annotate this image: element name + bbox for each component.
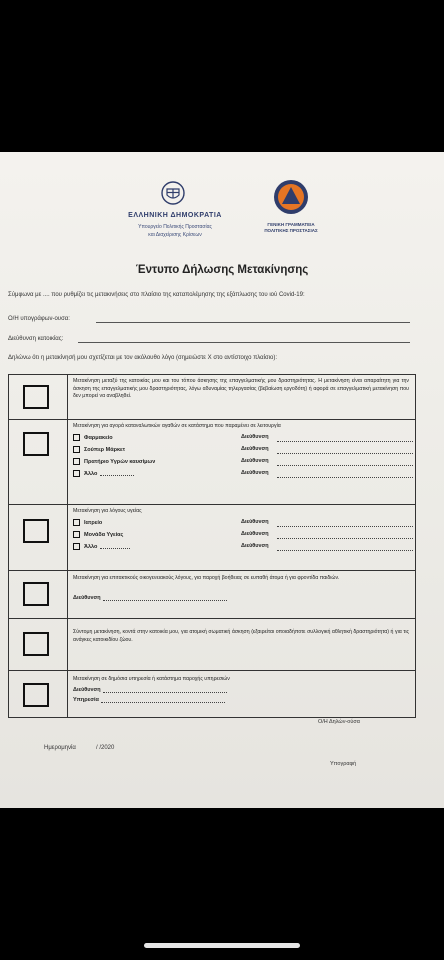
address-input-line[interactable] [277,526,413,527]
reason-shopping-text: Μετακίνηση για αγορά καταναλωτικών αγαθών σε κατάστημα που παραμένει σε λειτουργία [73,423,281,429]
address-label: Διεύθυνση [241,519,269,525]
option-fuel-station[interactable]: Πρατήριο Υγρών καυσίμων [73,458,155,465]
statement-text: Δηλώνω ότι η μετακίνησή μου σχετίζεται με τον ακόλουθο λόγο (σημειώστε Χ στο αντίστοιχο πλαίσιο): [8,355,278,361]
home-indicator[interactable] [144,943,300,948]
form-title: Έντυπο Δήλωσης Μετακίνησης [135,264,309,276]
reason-row-shopping [9,420,415,505]
option-health-unit[interactable]: Μονάδα Υγείας [73,531,123,538]
address-label: Διεύθυνση [241,531,269,537]
reasons-table [8,374,416,718]
public-service-address-label: Διεύθυνση [73,687,227,693]
home-address-input-line[interactable] [78,342,410,343]
address-label: Διεύθυνση [241,470,269,476]
checkbox-exercise[interactable] [23,632,49,656]
address-label: Διεύθυνση [241,446,269,452]
option-checkbox [73,446,80,453]
checkbox-work[interactable] [23,385,49,409]
reason-row-public-service [9,671,415,717]
checkbox-health[interactable] [23,519,49,543]
declarant-signature-label: Ο/Η Δηλών-ούσα [318,719,360,725]
address-input-line[interactable] [277,550,413,551]
reason-work-text: Μετακίνηση μεταξύ της κατοικίας μου και του τόπου άσκησης της επαγγελματικής μου δραστηριότητας. Η μετακίνηση είναι απαραίτητη για την άσκηση της επαγγελματικής μου δραστηριότητας, λόγω αδυναμίας τηλεργασίας (βεβαίωση εργοδότη) ή αφορά σε επαγγελματική μετακίνηση που δεν μπορεί να αναβληθεί. [73,378,409,400]
option-other[interactable]: Άλλο [73,470,134,477]
public-service-name-label: Υπηρεσία [73,697,225,703]
home-address-label: Διεύθυνση κατοικίας: [8,336,64,342]
option-other-health[interactable]: Άλλο [73,543,130,550]
declarant-label: Ο/Η υπογράφων-ουσα: [8,316,70,322]
address-label: Διεύθυνση [241,458,269,464]
reason-exercise-text: Σύντομη μετακίνηση, κοντά στην κατοικία μου, για ατομική σωματική άσκηση (εξαιρείται οποιαδήποτε συλλογική αθλητική δραστηριότητα) ή για τις ανάγκες κατοικιδίου ζώου. [73,629,409,643]
reason-row-exercise [9,619,415,671]
declarant-input-line[interactable] [96,322,410,323]
family-address-label: Διεύθυνση [73,595,227,601]
address-input-line[interactable] [277,465,413,466]
option-checkbox [73,531,80,538]
reason-public-service-text: Μετακίνηση σε δημόσια υπηρεσία ή κατάστημα παροχής υπηρεσιών [73,676,230,682]
option-checkbox [73,519,80,526]
option-doctor[interactable]: Ιατρείο [73,519,102,526]
address-input-line[interactable] [277,453,413,454]
date-value: / /2020 [96,745,115,751]
civil-protection-title: ΓΕΝΙΚΗ ΓΡΑΜΜΑΤΕΙΑ ΠΟΛΙΤΙΚΗΣ ΠΡΟΣΤΑΣΙΑΣ [264,222,318,233]
signature-label: Υπογραφή [330,761,357,767]
option-pharmacy[interactable]: Φαρμακείο [73,434,113,441]
checkbox-shopping[interactable] [23,432,49,456]
option-checkbox [73,543,80,550]
reason-row-health [9,505,415,571]
government-title: ΕΛΛΗΝΙΚΗ ΔΗΜΟΚΡΑΤΙΑ [128,212,222,219]
greek-emblem-icon [160,180,186,206]
date-label: Ημερομηνία [44,745,76,751]
address-input-line[interactable] [277,441,413,442]
reason-family-text: Μετακίνηση για επιτακτικούς οικογενειακούς λόγους, για παροχή βοήθειας σε ευπαθή άτομα ή για φροντίδα παιδιών. [73,575,340,581]
reason-row-family [9,571,415,619]
intro-text: Σύμφωνα με .... που ρυθμίζει τις μετακινήσεις στο πλαίσιο της καταπολέμησης της εξάπλωσης του ιού Covid-19: [8,292,305,298]
address-label: Διεύθυνση [241,543,269,549]
address-label: Διεύθυνση [241,434,269,440]
address-input-line[interactable] [277,538,413,539]
reason-row-work [9,375,415,420]
checkbox-family[interactable] [23,582,49,606]
checkbox-public-service[interactable] [23,683,49,707]
option-checkbox [73,470,80,477]
reason-health-text: Μετακίνηση για λόγους υγείας [73,508,142,514]
address-input-line[interactable] [277,477,413,478]
option-checkbox [73,458,80,465]
ministry-name: Υπουργείο Πολιτικής Προστασίας και Διαχείρισης Κρίσεων [138,224,212,238]
declaration-form-paper [0,152,444,808]
option-supermarket[interactable]: Σούπερ Μάρκετ [73,446,125,453]
civil-protection-logo-icon [272,178,310,216]
option-checkbox [73,434,80,441]
